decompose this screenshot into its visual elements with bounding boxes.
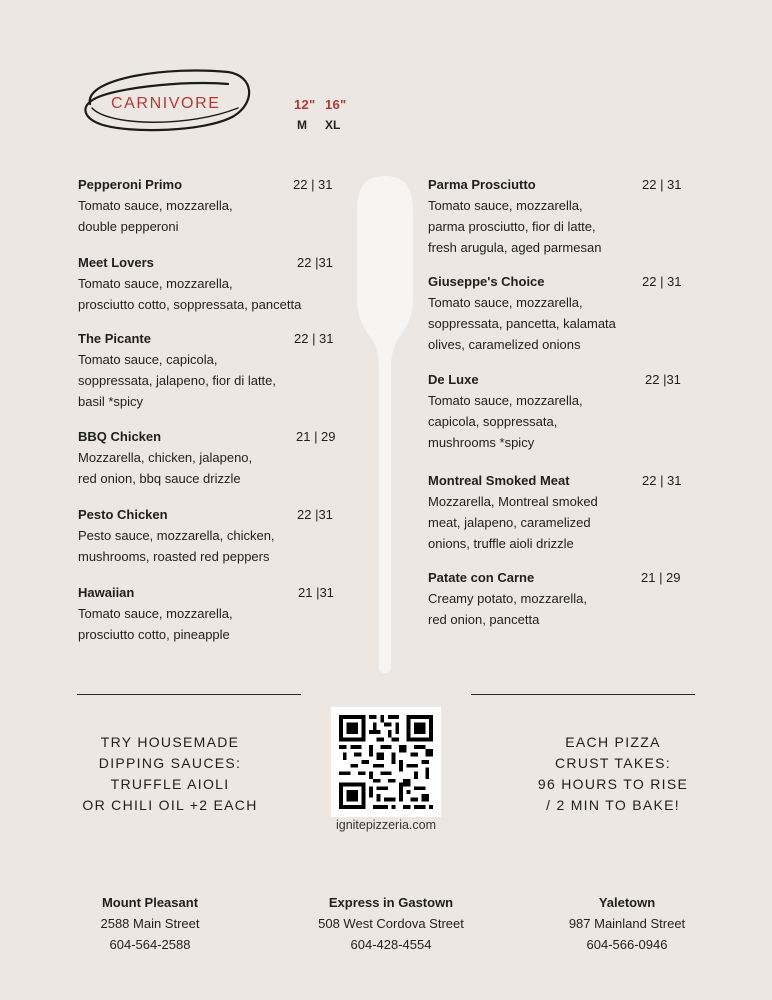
location-yaletown <box>532 893 722 955</box>
item-price: 22 |31 <box>297 507 333 522</box>
item-name: BBQ Chicken <box>78 429 162 444</box>
item-price: 22 |31 <box>645 372 681 387</box>
item-price: 22 | 31 <box>642 177 682 192</box>
qr-code-icon <box>339 714 433 810</box>
location-phone[interactable]: 604-428-4554 <box>350 937 432 952</box>
item-description: Tomato sauce, mozzarella, double pepperoni <box>78 198 233 234</box>
location-phone[interactable]: 604-564-2588 <box>109 937 191 952</box>
item-name: Pesto Chicken <box>78 507 168 522</box>
menu-item <box>428 271 698 355</box>
item-name: Montreal Smoked Meat <box>428 473 570 488</box>
item-description: Tomato sauce, mozzarella, prosciutto cotto, soppressata, pancetta <box>78 276 302 312</box>
item-name: Pepperoni Primo <box>78 177 183 192</box>
location-address: 508 West Cordova Street <box>318 916 464 931</box>
item-name: Giuseppe's Choice <box>428 274 545 289</box>
item-price: 22 |31 <box>297 255 333 270</box>
item-name: Hawaiian <box>78 585 135 600</box>
item-price: 22 | 31 <box>642 473 682 488</box>
item-description: Mozzarella, chicken, jalapeno, red onion, bbq sauce drizzle <box>78 450 253 486</box>
location-name: Yaletown <box>598 895 656 910</box>
menu-item <box>78 582 348 645</box>
item-description: Tomato sauce, mozzarella, capicola, soppressata, mushrooms *spicy <box>428 393 583 450</box>
item-description: Tomato sauce, mozzarella, prosciutto cotto, pineapple <box>78 606 233 642</box>
item-price: 21 | 29 <box>296 429 336 444</box>
menu-item <box>78 504 348 567</box>
location-gastown <box>296 893 486 955</box>
size-small-label: M <box>297 118 307 132</box>
divider-right <box>471 694 695 695</box>
item-description: Tomato sauce, mozzarella, parma prosciutto, fior di latte, fresh arugula, aged parmesan <box>428 198 602 255</box>
menu-item <box>78 252 348 315</box>
item-description: Pesto sauce, mozzarella, chicken, mushrooms, roasted red peppers <box>78 528 275 564</box>
item-description: Mozzarella, Montreal smoked meat, jalapeno, caramelized onions, truffle aioli drizzle <box>428 494 598 551</box>
menu-item <box>428 174 698 258</box>
menu-item <box>78 174 348 237</box>
location-name: Mount Pleasant <box>101 895 199 910</box>
menu-item <box>428 567 698 630</box>
item-name: The Picante <box>78 331 151 346</box>
item-name: Parma Prosciutto <box>428 177 536 192</box>
item-name: De Luxe <box>428 372 479 387</box>
menu-item <box>78 426 348 489</box>
location-phone[interactable]: 604-566-0946 <box>586 937 668 952</box>
item-price: 22 | 31 <box>293 177 333 192</box>
menu-item <box>428 369 698 453</box>
item-price: 22 | 31 <box>642 274 682 289</box>
crust-callout: EACH PIZZA CRUST TAKES: 96 HOURS TO RISE / 2 MIN TO BAKE! <box>537 734 689 813</box>
menu-item <box>428 470 698 554</box>
divider-left <box>77 694 301 695</box>
qr-code[interactable] <box>331 707 441 817</box>
location-name: Express in Gastown <box>328 895 454 910</box>
section-title: CARNIVORE <box>111 95 221 112</box>
item-price: 21 |31 <box>298 585 334 600</box>
item-price: 22 | 31 <box>294 331 334 346</box>
dipping-sauces-callout: TRY HOUSEMADE DIPPING SAUCES: TRUFFLE AIOLI OR CHILI OIL +2 EACH <box>82 734 258 813</box>
location-address: 987 Mainland Street <box>568 916 686 931</box>
item-description: Creamy potato, mozzarella, red onion, pancetta <box>428 591 587 627</box>
item-name: Patate con Carne <box>428 570 535 585</box>
size-large-label: XL <box>325 118 341 132</box>
menu-item <box>78 328 348 412</box>
item-name: Meet Lovers <box>78 255 154 270</box>
item-description: Tomato sauce, capicola, soppressata, jalapeno, fior di latte, basil *spicy <box>78 352 277 409</box>
pizza-peel-icon <box>350 172 420 677</box>
location-mount-pleasant <box>55 893 245 955</box>
website-link[interactable]: ignitepizzeria.com <box>335 818 437 832</box>
location-address: 2588 Main Street <box>100 916 200 931</box>
item-description: Tomato sauce, mozzarella, soppressata, pancetta, kalamata olives, caramelized onions <box>428 295 616 352</box>
size-large-inches: 16" <box>325 97 347 112</box>
item-price: 21 | 29 <box>641 570 681 585</box>
size-small-inches: 12" <box>294 97 316 112</box>
